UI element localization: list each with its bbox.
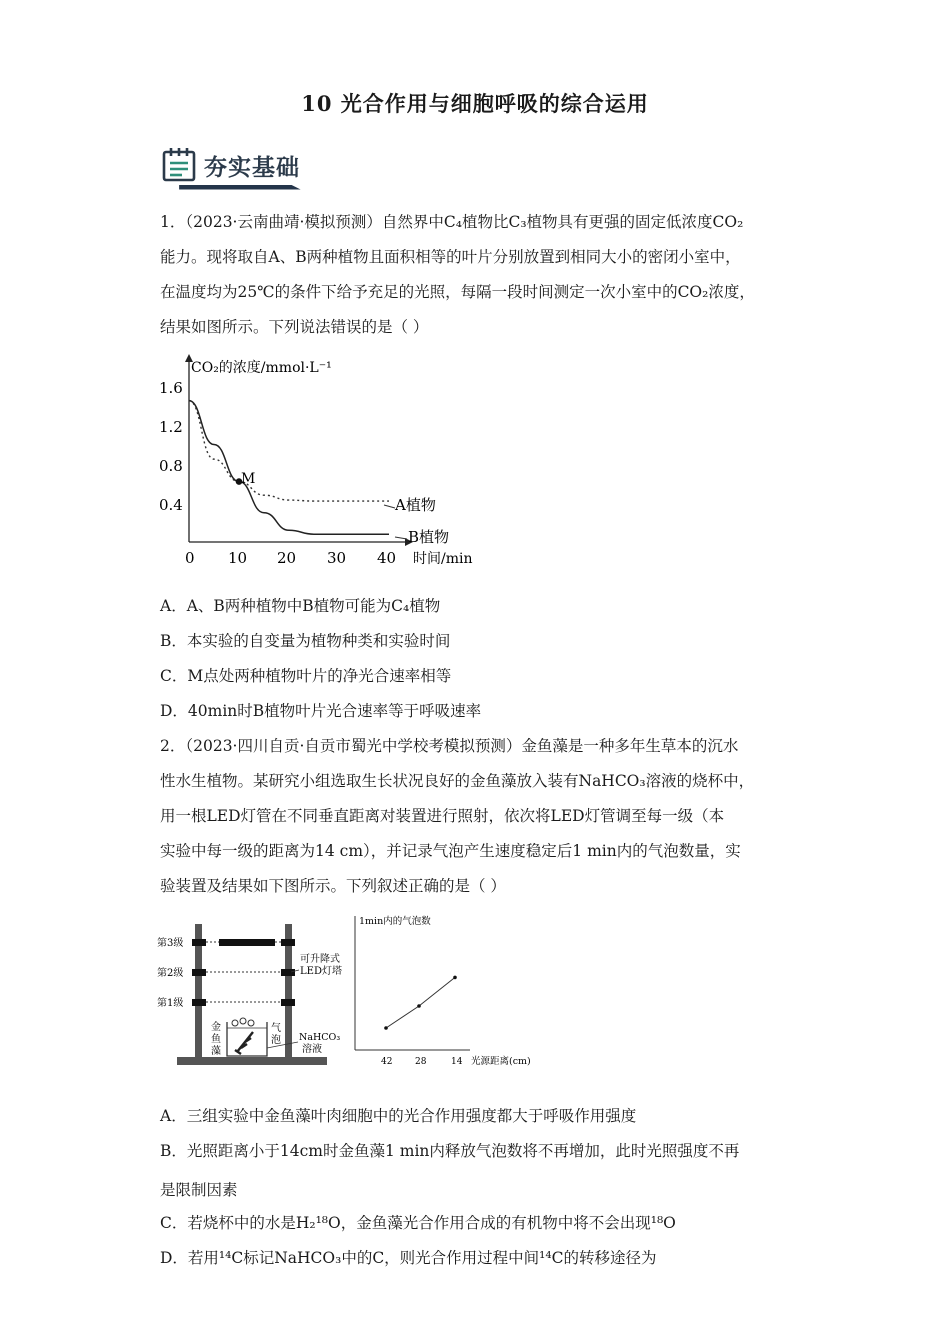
chart2-point xyxy=(417,1004,421,1008)
y-tick-label: 0.8 xyxy=(159,457,183,475)
q2-line: 性水生植物。某研究小组选取生长状况良好的金鱼藻放入装有NaHCO₃溶液的烧杯中， xyxy=(160,772,755,790)
series-a-leader xyxy=(384,505,395,508)
y-tick-label: 0.4 xyxy=(159,496,183,514)
series-b-line xyxy=(189,401,389,535)
q1-line: 在温度均为25℃的条件下给予充足的光照，每隔一段时间测定一次小室中的CO₂浓度， xyxy=(160,283,755,301)
bubble-count-chart xyxy=(355,915,531,1067)
q2-option-a: A．三组实验中金鱼藻叶肉细胞中的光合作用强度都大于呼吸作用强度 xyxy=(160,1107,637,1125)
section-underline xyxy=(160,185,322,191)
led-apparatus-figure xyxy=(155,910,545,1075)
q1-line: 能力。现将取自A、B两种植物且面积相等的叶片分别放置到相同大小的密闭小室中， xyxy=(160,248,741,266)
q1-option-c: C．M点处两种植物叶片的净光合速率相等 xyxy=(160,667,452,685)
clamp xyxy=(281,969,295,976)
led-label: 可升降式 xyxy=(300,954,340,965)
led-label: LED灯塔 xyxy=(300,966,342,977)
series-b-leader xyxy=(395,537,407,539)
q1-line: 结果如图所示。下列说法错误的是（ ） xyxy=(160,318,429,336)
solution-label: NaHCO₃ xyxy=(299,1032,341,1043)
q2-line: 2．（2023·四川自贡·自贡市蜀光中学校考模拟预测）金鱼藻是一种多年生草本的沉水 xyxy=(160,737,739,755)
chart2-x-tick: 28 xyxy=(415,1057,427,1067)
x-tick-label: 30 xyxy=(327,549,347,567)
level-3-label: 第3级 xyxy=(157,938,184,949)
series-a-line xyxy=(189,401,389,501)
q2-line: 验装置及结果如下图所示。下列叙述正确的是（ ） xyxy=(160,877,506,895)
chart2-x-label: 光源距离(cm) xyxy=(471,1056,531,1067)
chart2-point xyxy=(453,976,457,980)
y-axis-label: CO₂的浓度/mmol·L⁻¹ xyxy=(191,360,332,376)
point-m-label: M xyxy=(241,471,256,487)
y-tick-label: 1.2 xyxy=(159,418,183,436)
led-tube-level-3 xyxy=(219,939,275,946)
q2-option-b: B．光照距离小于14cm时金鱼藻1 min内释放气泡数将不再增加，此时光照强度不再 xyxy=(160,1142,740,1160)
plant xyxy=(235,1032,253,1054)
q2-option-c: C．若烧杯中的水是H₂¹⁸O，金鱼藻光合作用合成的有机物中将不会出现¹⁸O xyxy=(160,1214,676,1232)
q2-line: 实验中每一级的距离为14 cm），并记录气泡产生速度稳定后1 min内的气泡数量，实 xyxy=(160,842,741,860)
x-tick-label: 40 xyxy=(377,549,397,567)
level-1-label: 第1级 xyxy=(157,998,184,1009)
bubble-label: 泡 xyxy=(271,1035,281,1046)
level-2-label: 第2级 xyxy=(157,968,184,979)
page-title: 10 光合作用与细胞呼吸的综合运用 xyxy=(301,91,649,116)
chart2-y-label: 1min内的气泡数 xyxy=(359,916,431,927)
plant-label: 鱼 xyxy=(211,1034,221,1045)
bubble-label: 气 xyxy=(271,1023,281,1034)
plant-label: 金 xyxy=(211,1022,221,1033)
bubble xyxy=(240,1018,246,1024)
q2-line: 用一根LED灯管在不同垂直距离对装置进行照射，依次将LED灯管调至每一级（本 xyxy=(160,807,725,825)
q1-option-a: A．A、B两种植物中B植物可能为C₄植物 xyxy=(160,597,441,615)
q1-option-b: B．本实验的自变量为植物种类和实验时间 xyxy=(160,632,451,650)
clamp xyxy=(192,999,206,1006)
bubble xyxy=(232,1020,238,1026)
plant-label: 藻 xyxy=(211,1046,221,1057)
section-title: 夯实基础 xyxy=(204,155,300,181)
co2-concentration-chart xyxy=(155,352,485,572)
q2-option-b-continued: 是限制因素 xyxy=(160,1181,238,1199)
chart2-line xyxy=(386,977,455,1028)
question-2-text xyxy=(160,729,795,904)
q1-option-d: D．40min时B植物叶片光合速率等于呼吸速率 xyxy=(160,702,482,720)
clamp xyxy=(192,969,206,976)
y-tick-label: 1.6 xyxy=(159,379,183,397)
notebook-icon xyxy=(162,147,198,183)
chart2-point xyxy=(384,1026,388,1030)
solution-label: 溶液 xyxy=(302,1044,322,1055)
x-tick-label: 10 xyxy=(228,549,248,567)
q2-option-d: D．若用¹⁴C标记NaHCO₃中的C，则光合作用过程中间¹⁴C的转移途径为 xyxy=(160,1249,657,1267)
x-tick-label: 0 xyxy=(185,549,195,567)
chart2-x-tick: 14 xyxy=(451,1057,463,1067)
base-plate xyxy=(177,1057,327,1065)
bubble xyxy=(248,1020,254,1026)
clamp xyxy=(192,939,206,946)
chart2-x-tick: 42 xyxy=(381,1057,393,1067)
apparatus xyxy=(157,924,342,1065)
section-header xyxy=(160,143,325,195)
series-a-label: A植物 xyxy=(395,496,436,514)
q1-line: 1．（2023·云南曲靖·模拟预测）自然界中C₄植物比C₃植物具有更强的固定低浓度CO₂ xyxy=(160,213,744,231)
x-tick-label: 20 xyxy=(277,549,297,567)
question-1-text xyxy=(160,205,795,345)
x-axis-label: 时间/min xyxy=(413,551,473,567)
series-b-label: B植物 xyxy=(408,528,450,546)
clamp xyxy=(281,999,295,1006)
clamp xyxy=(281,939,295,946)
